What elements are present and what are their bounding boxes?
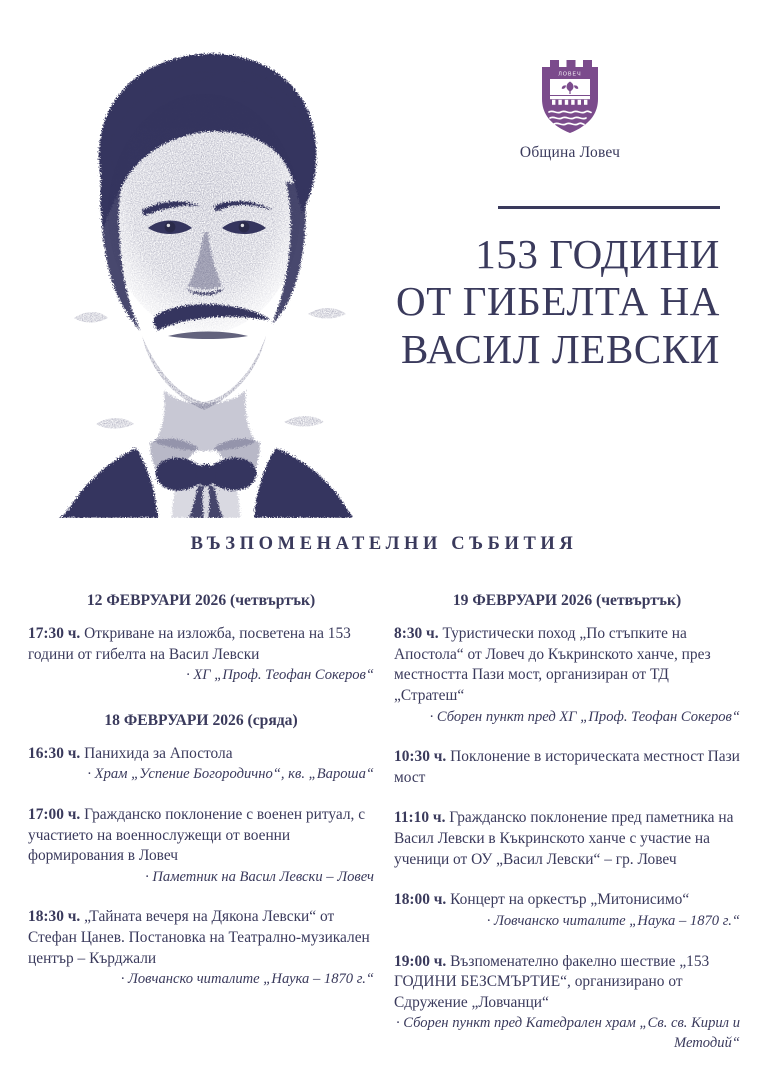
event-text: Гражданско поклонение с военен ритуал, с участието на военнослужещи от военни формирования в Ловеч xyxy=(28,806,366,865)
event-item xyxy=(28,805,374,887)
event-time: 16:30 ч. xyxy=(28,744,81,762)
programme xyxy=(0,592,768,1054)
programme-column-right xyxy=(384,592,740,1054)
title-line-2: ОТ ГИБЕЛТА НА xyxy=(396,278,720,325)
event-venue: · Сборен пункт пред Катедрален храм „Св. св. Кирил и Методий“ xyxy=(395,1015,740,1051)
event-text: Туристически поход „По стъпките на Апостола“ от Ловеч до Къкринското ханче, през местността Пази мост, организиран от ТД „Стратеш“ xyxy=(394,625,711,704)
event-item xyxy=(394,808,740,870)
event-text: Поклонение в историческата местност Пази мост xyxy=(394,748,740,786)
event-venue: · Храм „Успение Богородично“, кв. „Вароша“ xyxy=(87,766,374,783)
event-description xyxy=(394,890,740,911)
event-time: 10:30 ч. xyxy=(394,748,447,766)
event-description xyxy=(28,805,374,867)
event-text: Гражданско поклонение пред паметника на Васил Левски в Къкринското ханче с участие на ученици от ОУ „Васил Левски“ – гр. Ловеч xyxy=(394,809,734,868)
title-divider xyxy=(498,206,720,209)
date-heading: 19 ФЕВРУАРИ 2026 (четвъртък) xyxy=(452,592,682,609)
section-heading: ВЪЗПОМЕНАТЕЛНИ СЪБИТИЯ xyxy=(190,534,578,554)
poster-title xyxy=(320,206,720,373)
title-line-3: ВАСИЛ ЛЕВСКИ xyxy=(400,325,720,372)
event-text: Откриване на изложба, посветена на 153 години от гибелта на Васил Левски xyxy=(28,625,351,663)
event-time: 17:00 ч. xyxy=(28,806,81,824)
event-time: 11:10 ч. xyxy=(394,809,446,827)
municipality-emblem-block xyxy=(455,55,685,162)
event-item xyxy=(394,747,740,788)
event-description xyxy=(394,624,740,707)
event-description xyxy=(28,744,374,765)
event-time: 17:30 ч. xyxy=(28,625,81,642)
event-item xyxy=(394,952,740,1054)
municipality-name: Община Ловеч xyxy=(519,144,621,161)
event-time: 18:30 ч. xyxy=(28,908,81,926)
title-line-1: 153 ГОДИНИ xyxy=(475,230,720,277)
event-venue: · Сборен пункт пред ХГ „Проф. Теофан Сокеров“ xyxy=(429,708,740,725)
event-description xyxy=(394,747,740,788)
event-time: 8:30 ч. xyxy=(394,625,439,642)
event-item xyxy=(28,624,374,686)
event-description xyxy=(394,808,740,870)
date-heading: 18 ФЕВРУАРИ 2026 (сряда) xyxy=(104,711,298,729)
event-time: 18:00 ч. xyxy=(394,891,447,909)
event-text: Възпоменателно факелно шествие „153 ГОДИНИ БЕЗСМЪРТИЕ“, организирано от Сдружение „Ловчанци“ xyxy=(394,952,710,1011)
event-item xyxy=(394,890,740,931)
programme-column-left xyxy=(28,592,384,990)
event-description xyxy=(28,624,374,665)
event-item xyxy=(28,744,374,785)
event-time: 19:00 ч. xyxy=(394,952,447,970)
event-item xyxy=(394,624,740,727)
event-venue: · Ловчанско читалите „Наука – 1870 г.“ xyxy=(486,912,740,929)
lovech-coat-of-arms-icon xyxy=(539,55,601,135)
event-venue: · Ловчанско читалите „Наука – 1870 г.“ xyxy=(120,971,374,988)
event-text: Концерт на оркестър „Митонисимо“ xyxy=(446,891,690,909)
event-description xyxy=(394,952,740,1014)
event-venue: · ХГ „Проф. Теофан Сокеров“ xyxy=(186,667,374,684)
event-venue: · Паметник на Васил Левски – Ловеч xyxy=(145,868,374,885)
svg-text:ЛОВЕЧ: ЛОВЕЧ xyxy=(558,71,582,78)
event-text: Панихида за Апостола xyxy=(80,744,233,762)
date-heading: 12 ФЕВРУАРИ 2026 (четвъртък) xyxy=(86,592,316,609)
event-description xyxy=(28,907,374,969)
event-text: „Тайната вечеря на Дякона Левски“ от Стефан Цанев. Постановка на Театрално-музикален център – Кърджали xyxy=(28,908,370,967)
event-item xyxy=(28,907,374,989)
